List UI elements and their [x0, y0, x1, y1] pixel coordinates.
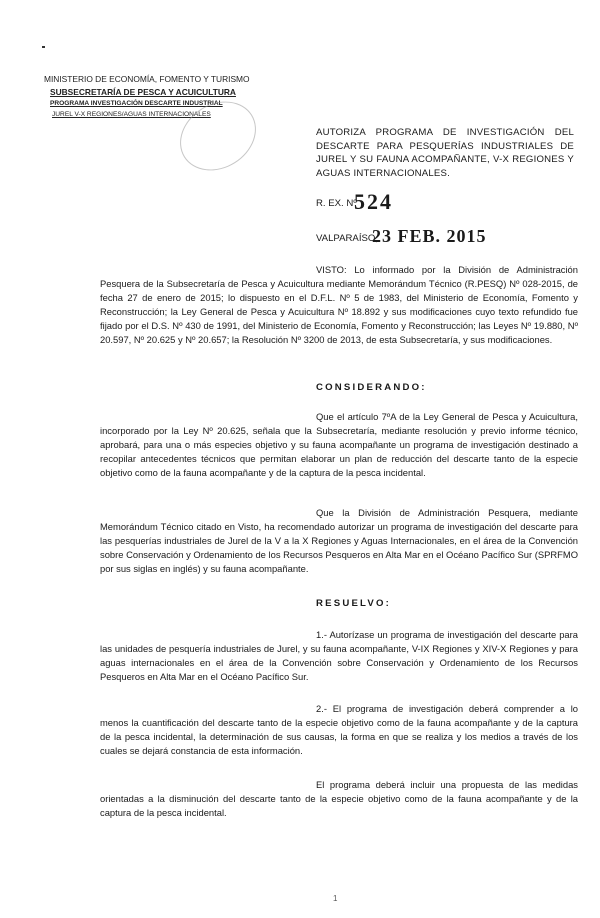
resolution-place: VALPARAÍSO,: [316, 233, 379, 244]
resolution-title: AUTORIZA PROGRAMA DE INVESTIGACIÓN DEL DESCARTE PARA PESQUERÍAS INDUSTRIALES DE JUREL Y SU FAUNA ACOMPAÑANTE, V-X REGIONES Y AGUAS INTERNACIONALES.: [316, 127, 574, 179]
resuelvo-paragraph-2: 2.- El programa de investigación deberá comprender a lo menos la cuantificación del descarte tanto de la especie objetivo como de la fauna acompañante y de la captura de la pesca incidental, la determinación de sus causas, la forma en que se realiza y los medios a través de los cuales se dejará constancia de esta información.: [100, 703, 578, 756]
ministry-name: MINISTERIO DE ECONOMÍA, FOMENTO Y TURISMO: [44, 74, 250, 84]
visto-paragraph: VISTO: Lo informado por la División de Administración Pesquera de la Subsecretaría de Pesca y Acuicultura mediante Memorándum Técnico (R.PESQ) Nº 028-2015, de fecha 27 de enero de 2015; lo dispuesto en el D.F.L. Nº 5 de 1983, del Ministerio de Economía, Fomento y Reconstrucción; la Ley General de Pesca y Acuicultura Nº 18.892 y sus modificaciones cuyo texto refundido fue fijado por el D.S. Nº 430 de 1991, del Ministerio de Economía, Fomento y Reconstrucción; las Leyes Nº 19.880, Nº 20.597, Nº 20.625 y Nº 20.657; la Resolución Nº 3200 de 2013, de esta Subsecretaría, y sus modificaciones.: [100, 264, 578, 345]
page-number: 1: [333, 894, 338, 903]
resolution-number: 524: [354, 189, 393, 214]
resuelvo-paragraph-3: El programa deberá incluir una propuesta de las medidas orientadas a la disminución del descarte tanto de la especie objetivo como de la fauna acompañante y de la captura de la pesca incidental.: [100, 779, 578, 818]
program-name: PROGRAMA INVESTIGACIÓN DESCARTE INDUSTRIAL: [50, 100, 223, 107]
scan-mark: [42, 46, 45, 48]
considerando-paragraph-1: Que el artículo 7ºA de la Ley General de Pesca y Acuicultura, incorporado por la Ley Nº 20.625, señala que la Subsecretaría, mediante resolución y previo informe técnico, aprobará, para una o más especies objetivo y su fauna acompañante un programa de investigación destinado a recopilar antecedentes técnicos que permitan elaborar un plan de reducción del descarte tanto de la especie objetivo como de la fauna acompañante y de la captura de la pesca incidental.: [100, 411, 578, 478]
considerando-heading: CONSIDERANDO:: [316, 382, 427, 393]
resolution-label: R. EX. Nº: [316, 198, 357, 209]
resolution-date: 23 FEB. 2015: [372, 226, 487, 246]
program-scope: JUREL V-X REGIONES/AGUAS INTERNACIONALES: [52, 111, 211, 118]
considerando-paragraph-2: Que la División de Administración Pesquera, mediante Memorándum Técnico citado en Visto, ha recomendado autorizar un programa de investigación del descarte para las pesquerías industriales de Jurel de la V a la X Regiones y Aguas Internacionales, en el área de la Convención sobre Conservación y Ordenamiento de los Recursos Pesqueros en Alta Mar en el Océano Pacífico Sur (SPRFMO por sus siglas en inglés) y su fauna acompañante.: [100, 507, 578, 574]
resuelvo-heading: RESUELVO:: [316, 598, 392, 609]
undersecretariat-name: SUBSECRETARÍA DE PESCA Y ACUICULTURA: [50, 87, 236, 97]
resuelvo-paragraph-1: 1.- Autorízase un programa de investigación del descarte para las unidades de pesquería industriales de Jurel, y su fauna acompañante, V-IX Regiones y XIV-X Regiones y para aguas internacionales en el área de la Convención sobre Conservación y Ordenamiento de los Recursos Pesqueros en Alta Mar en el Océano Pacífico Sur.: [100, 629, 578, 682]
